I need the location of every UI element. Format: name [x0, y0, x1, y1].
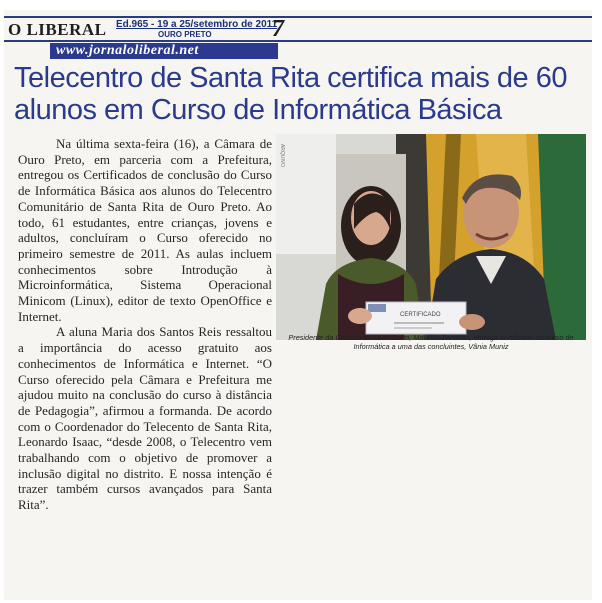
article-headline: Telecentro de Santa Rita certifica mais de 60 alunos em Curso de Informática Básica	[14, 62, 567, 126]
photo-scene	[276, 134, 586, 340]
photo-credit: ARQUIVO	[279, 144, 285, 168]
city-label: OURO PRETO	[158, 30, 212, 39]
masthead	[4, 10, 592, 58]
article-photo	[276, 134, 586, 340]
newspaper-logo: O LIBERAL	[8, 20, 107, 39]
newspaper-clipping	[4, 10, 592, 600]
website-url: www.jornaloliberal.net	[56, 43, 199, 58]
article-body	[18, 136, 272, 513]
article-paragraph: Na última sexta-feira (16), a Câmara de Ouro Preto, em parceria com a Prefeitura, entregou os Certificados de conclusão do Curso de Informática Básica aos alunos do Telecentro Comunitário de Santa Rita de Ouro Preto. Ao todo, 61 estudantes, entre crianças, jovens e adultos, concluíram o Curso oferecido no primeiro semestre de 2011. As aulas incluem conhecimentos sobre Introdução à Microinformática, Sistema Operacional Minicom (Linux), editor de texto OpenOffice e Internet.	[18, 136, 272, 324]
photo-caption: Presidente da Câmara de Ouro Preto, Maurílio Zacarias, entrega certificado do curso de Informática a uma das concluintes, Vânia Muniz	[288, 333, 574, 351]
masthead-top-rule	[4, 16, 592, 18]
edition-date: Ed.965 - 19 a 25/setembro de 2011	[116, 19, 278, 30]
certificate-label: CERTIFICADO	[400, 312, 441, 318]
page-number: 7	[272, 16, 284, 42]
article-paragraph: A aluna Maria dos Santos Reis ressaltou a importância do acesso gratuito aos conhecimentos de Informática e Internet. “O Curso oferecido pela Câmara e Prefeitura me ajudou muito na conclusão do curso à distância de Pedagogia”, afirmou a formanda. De acordo com o Coordenador do Telecento de Santa Rita, Leonardo Isaac, “desde 2008, o Telecentro vem trabalhando com o objetivo de promover a inclusão digital no distrito. E nossa intenção é trazer também cursos avançados para Santa Rita”.	[18, 324, 272, 513]
masthead-bottom-rule	[4, 40, 592, 42]
